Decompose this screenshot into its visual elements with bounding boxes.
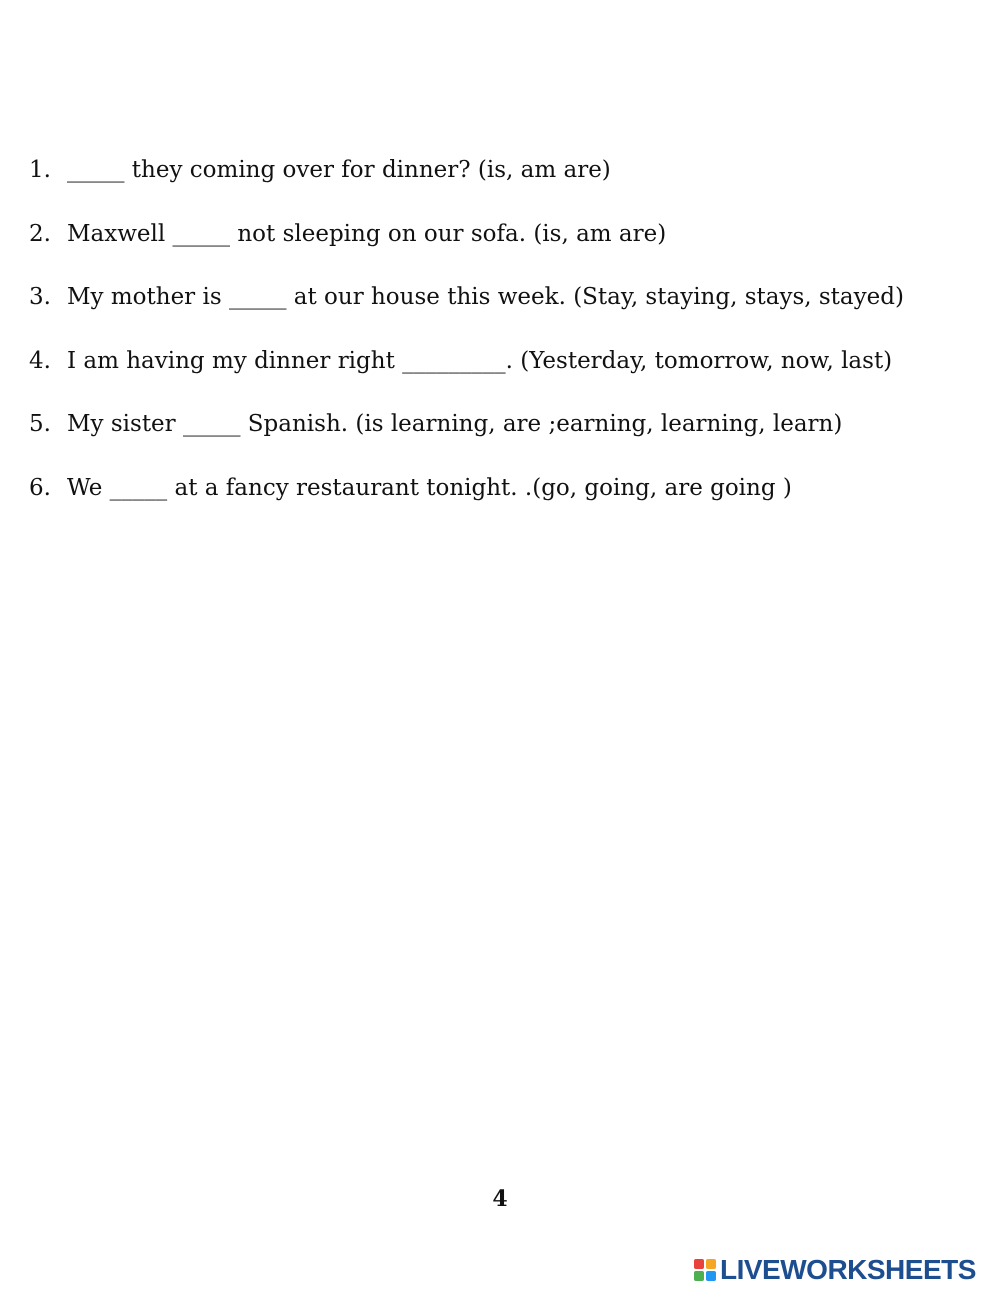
question-text: I am having my dinner right _________. (Yesterday, tomorrow, now, last) bbox=[67, 347, 893, 374]
brand-watermark bbox=[694, 1254, 976, 1286]
page-number: 4 bbox=[492, 1186, 508, 1212]
question-number: 4. bbox=[29, 347, 51, 374]
question-item bbox=[0, 214, 1000, 278]
question-number: 1. bbox=[29, 157, 51, 183]
question-text: Maxwell _____ not sleeping on our sofa. (is, am are) bbox=[67, 220, 667, 247]
question-item bbox=[0, 150, 1000, 214]
question-item bbox=[0, 404, 1000, 468]
question-text: _____ they coming over for dinner? (is, am are) bbox=[67, 157, 611, 183]
question-text: My mother is _____ at our house this week. (Stay, staying, stays, stayed) bbox=[67, 284, 904, 311]
question-text: We _____ at a fancy restaurant tonight. .(go, going, are going ) bbox=[67, 474, 792, 501]
logo-square bbox=[694, 1271, 704, 1281]
liveworksheets-logo-icon bbox=[694, 1259, 716, 1281]
question-list bbox=[0, 150, 1000, 532]
question-number: 3. bbox=[29, 284, 51, 311]
question-item bbox=[0, 341, 1000, 405]
question-number: 5. bbox=[29, 411, 51, 438]
logo-square bbox=[706, 1271, 716, 1281]
question-number: 2. bbox=[29, 220, 51, 247]
logo-square bbox=[694, 1259, 704, 1269]
brand-name: LIVEWORKSHEETS bbox=[720, 1254, 976, 1285]
question-text: My sister _____ Spanish. (is learning, are ;earning, learning, learn) bbox=[67, 411, 843, 438]
question-item bbox=[0, 277, 1000, 341]
logo-square bbox=[706, 1259, 716, 1269]
question-number: 6. bbox=[29, 474, 51, 501]
question-item bbox=[0, 468, 1000, 532]
